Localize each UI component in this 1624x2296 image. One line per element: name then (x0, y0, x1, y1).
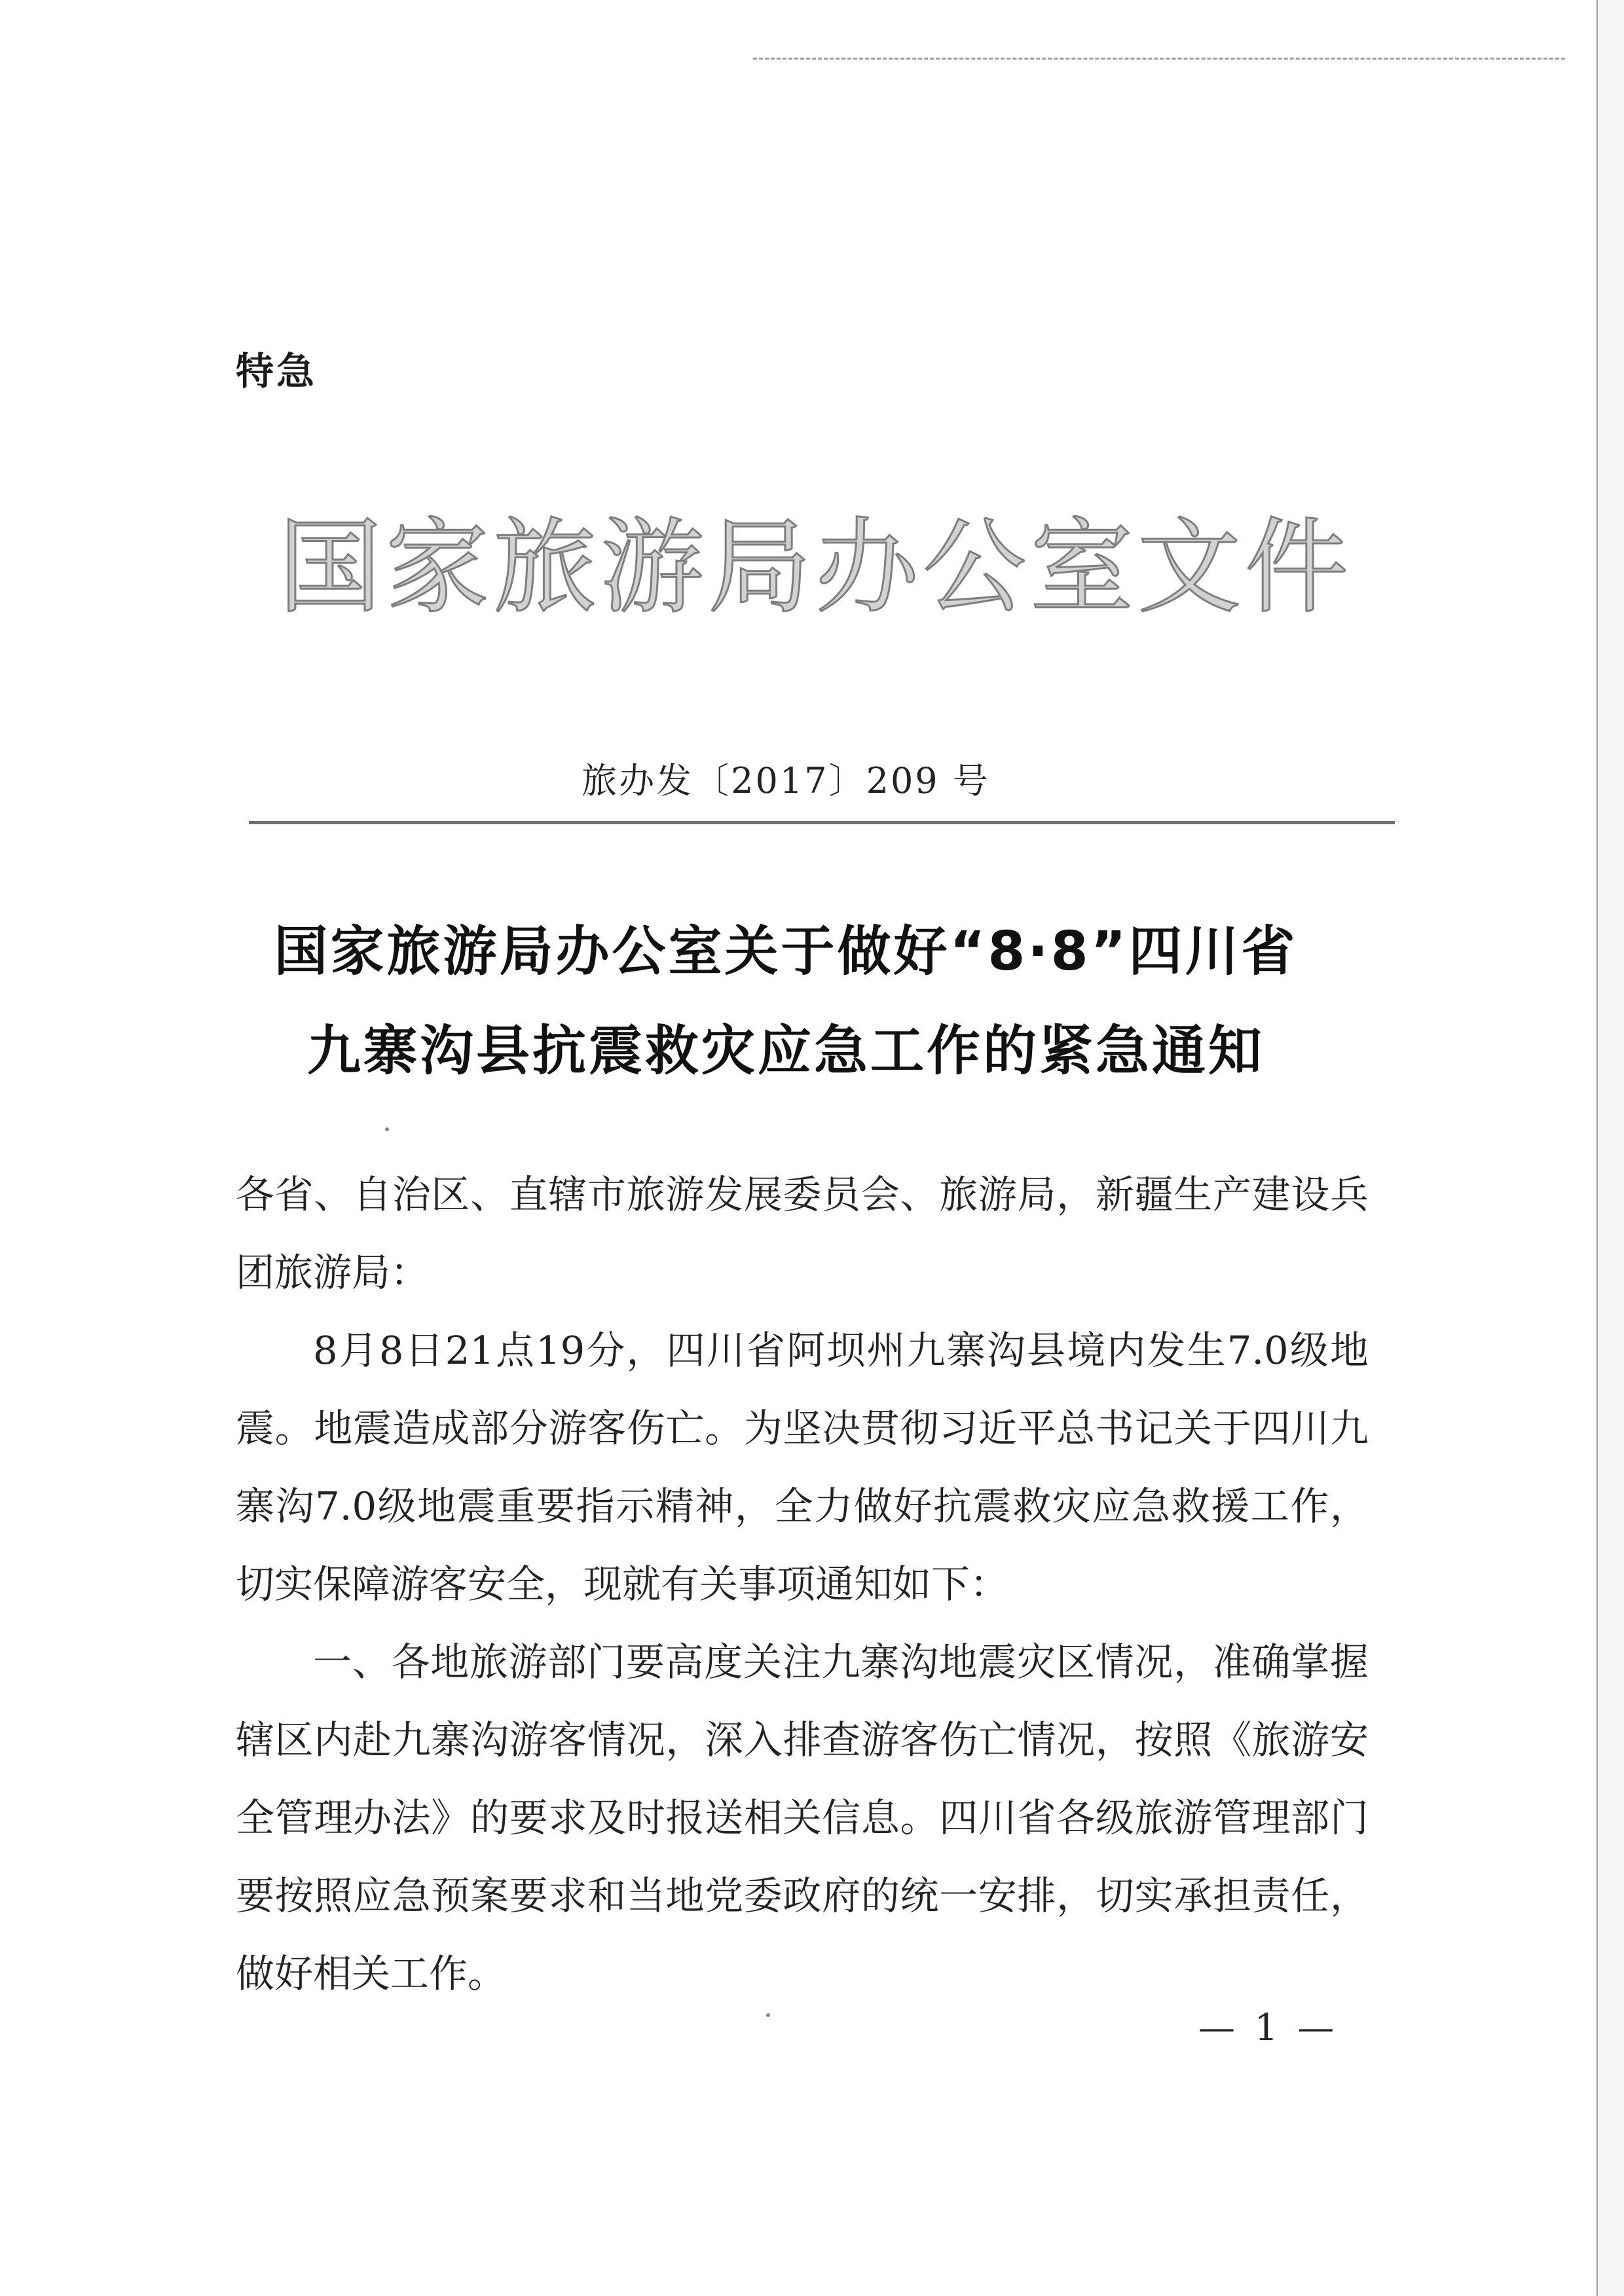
paragraph-1: 8月8日21点19分，四川省阿坝州九寨沟县境内发生7.0级地震。地震造成部分游客伤亡。为坚决贯彻习近平总书记关于四川九寨沟7.0级地震重要指示精神，全力做好抗震救灾应急救援工作，切实保障游客安全，现就有关事项通知如下： (236, 1328, 1369, 1607)
document-number: 旅办发〔2017〕209 号 (581, 760, 990, 801)
body-text (236, 1156, 1369, 2013)
scan-edge (1596, 0, 1624, 2296)
scan-speck (385, 1127, 389, 1131)
scan-speck (766, 2013, 770, 2017)
header-divider (249, 821, 1395, 824)
urgency-label: 特急 (236, 349, 318, 393)
title-line-2: 九寨沟县抗震救灾应急工作的紧急通知 (306, 1020, 1264, 1082)
issuer-header: 国家旅游局办公室文件 (278, 507, 1352, 628)
title-line-1: 国家旅游局办公室关于做好“8·8”四川省 (274, 920, 1298, 983)
paragraph-2: 一、各地旅游部门要高度关注九寨沟地震灾区情况，准确掌握辖区内赴九寨沟游客情况，深入排查游客伤亡情况，按照《旅游安全管理办法》的要求及时报送相关信息。四川省各级旅游管理部门要按照应急预案要求和当地党委政府的统一安排，切实承担责任，做好相关工作。 (236, 1639, 1369, 1996)
scan-artifact-dashes (753, 58, 1565, 60)
addressee: 各省、自治区、直辖市旅游发展委员会、旅游局，新疆生产建设兵团旅游局： (236, 1172, 1369, 1295)
page-number: — 1 — (1198, 2007, 1338, 2049)
